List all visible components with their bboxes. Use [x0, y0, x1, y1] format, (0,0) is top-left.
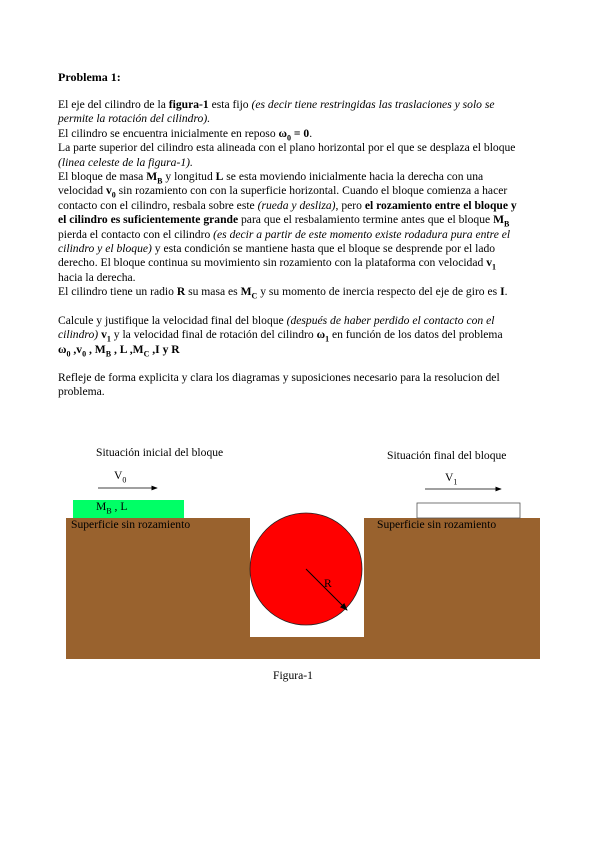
paragraph-2: El cilindro se encuentra inicialmente en reposo $\omega_0 = 0$.	[58, 126, 313, 143]
paragraph-5: El cilindro tiene un radio R su masa es $M_C$ y su momento de inercia respecto del eje de giro es I.	[58, 285, 508, 301]
paragraph-6: Calcule y justifique la velocidad final del bloque (después de haber perdido el contacto con el cilindro) $v_1$ y la velocidad final de rotación del cilindro $\omega_1$ en función de los datos del problema $\omega_0$ $,v_0$ , $M_B$ , L $,M_C$ ,I y R	[58, 313, 503, 358]
initial-situation-label: Situación inicial del bloque	[96, 446, 224, 459]
surface-label-right: Superficie sin rozamiento	[377, 518, 497, 531]
paragraph-3: La parte superior del cilindro esta alineada con el plano horizontal por el que se desplaza el bloque (linea celeste de la figura-1).	[58, 141, 516, 169]
paragraph-4: El bloque de masa $M_B$ y longitud L se esta moviendo inicialmente hacia la derecha con una velocidad $v_0$ sin rozamiento con con la superficie horizontal. Cuando el bloque comienza a hacer contacto con el cilindro, resbala sobre este (rueda y desliza), pero el rozamiento entre el bloque y el cilindro es suficientemente grande para que el resbalamiento termine antes que el bloque $M_B$ pierda el contacto con el cilindro (es decir a partir de este momento existe rodadura pura entre el cilindro y el bloque) y esta condición se mantiene hasta que el bloque se desprende por el lado derecho. El bloque continua su movimiento sin rozamiento con la plataforma con velocidad $v_1$ hacia la derecha.	[58, 170, 517, 284]
block-initial	[73, 500, 184, 518]
v0-label: $V_0$	[114, 469, 127, 485]
block-label: $M_B$ , L	[96, 500, 128, 516]
problem-title: Problema 1:	[58, 70, 121, 84]
surface-label-left: Superficie sin rozamiento	[71, 518, 191, 531]
radius-label: R	[324, 577, 332, 590]
paragraph-7: Refleje de forma explicita y clara los diagramas y suposiciones necesario para la resolucion del problema.	[58, 370, 500, 399]
ground-bottom	[66, 637, 540, 659]
paragraph-1: El eje del cilindro de la figura-1 esta fijo (es decir tiene restringidas las traslaciones y solo se permite la rotación del cilindro).	[58, 98, 495, 126]
v1-label: $V_1$	[445, 471, 458, 487]
figure-caption: Figura-1	[273, 669, 313, 682]
final-situation-label: Situación final del bloque	[387, 449, 507, 462]
block-final	[417, 503, 520, 518]
